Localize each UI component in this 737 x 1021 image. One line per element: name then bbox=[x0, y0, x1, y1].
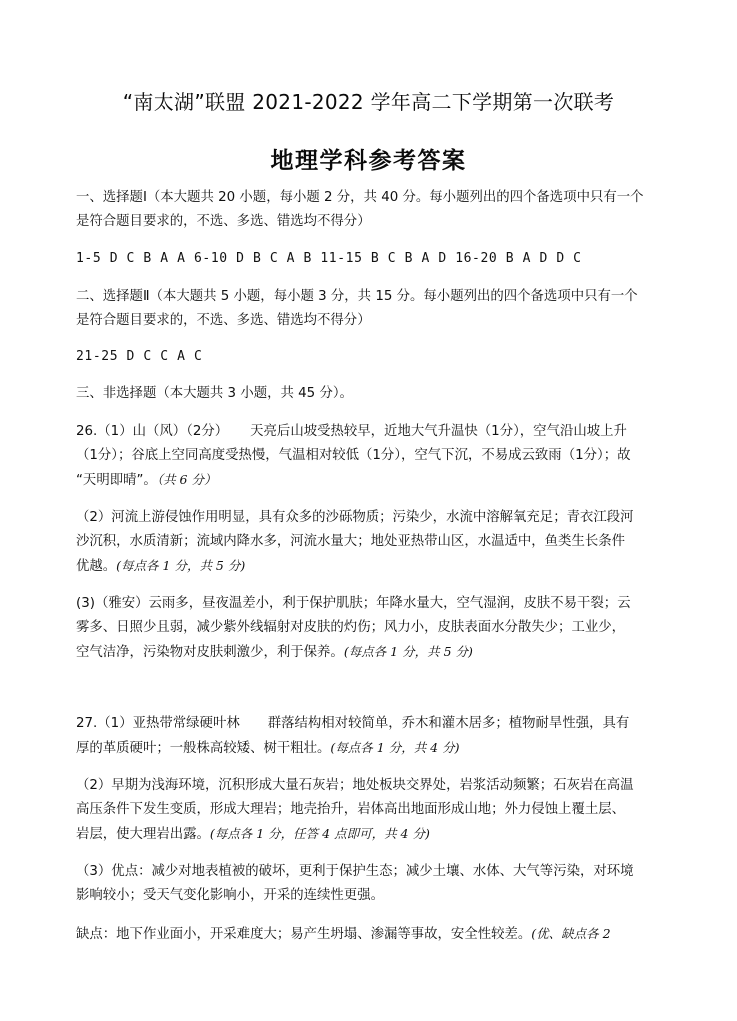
exam-title: “南太湖”联盟 2021-2022 学年高二下学期第一次联考 bbox=[122, 90, 615, 114]
q27-part1-line1 bbox=[76, 713, 676, 735]
q26-part1-text: 天亮后山坡受热较早，近地大气升温快（1分），空气沿山坡上升 bbox=[250, 424, 627, 439]
q26-part2-line2: 沙沉积，水质清新；流域内降水多，河流水量大；地处亚热带山区，水温适中，鱼类生长条件 bbox=[76, 534, 626, 549]
q27-part2-line2: 高压条件下发生变质，形成大理岩；地壳抬升，岩体高出地面形成山地；外力侵蚀上覆土层、 bbox=[76, 802, 626, 817]
q26-part3-score-note: (每点各 1 分，共 5 分) bbox=[343, 644, 473, 659]
q27-part2-line1: （2）早期为浅海环境，沉积形成大量石灰岩；地处板块交界处，岩浆活动频繁；石灰岩在高温 bbox=[76, 778, 634, 793]
q26-part1-line2: （1分）；谷底上空同高度受热慢，气温相对较低（1分），空气下沉，不易成云致雨（1分）；故 bbox=[76, 448, 631, 463]
section3-heading: 三、非选择题（本大题共 3 小题，共 45 分）。 bbox=[76, 386, 353, 401]
q27-part3-line2: 影响较小；受天气变化影响小，开采的连续性更强。 bbox=[76, 888, 384, 903]
q27-part1-score-note: (每点各 1 分，共 4 分) bbox=[330, 740, 460, 755]
q26-part1-score-note: （共 6 分） bbox=[156, 472, 217, 487]
q26-part1-line3 bbox=[76, 469, 676, 492]
q26-part3-text-end: 空气洁净，污染物对皮肤刺激少，利于保养。 bbox=[76, 645, 344, 660]
section1-answers: 1-5 D C B A A 6-10 D B C A B 11-15 B C B A D 16-20 B A D D C bbox=[76, 251, 582, 266]
q27-part2-score-note: (每点各 1 分，任答 4 点即可，共 4 分) bbox=[209, 826, 430, 841]
q27-part1-label: 27.（1）亚热带常绿硬叶林 bbox=[76, 716, 240, 731]
q27-part1-text: 群落结构相对较简单，乔木和灌木居多；植物耐旱性强，具有 bbox=[267, 716, 630, 731]
section1-instructions-line2: 是符合题目要求的，不选、多选、错选均不得分） bbox=[76, 214, 371, 229]
section2-answers: 21-25 D C C A C bbox=[76, 349, 203, 364]
q26-part2-line1: （2）河流上游侵蚀作用明显，具有众多的沙砾物质；污染少，水流中溶解氧充足；青衣江段河 bbox=[76, 510, 634, 525]
q26-part1-text-end: “天明即晴”。 bbox=[76, 473, 157, 488]
q27-part4-score-note: (优、缺点各 2 bbox=[531, 926, 611, 941]
q27-part4-text: 缺点：地下作业面小，开采难度大；易产生坍塌、渗漏等事故，安全性较差。 bbox=[76, 927, 532, 942]
q27-part4-line1 bbox=[76, 923, 676, 946]
q27-part2-line3 bbox=[76, 823, 676, 846]
section1-instructions-line1: 一、选择题Ⅰ（本大题共 20 小题，每小题 2 分，共 40 分。每小题列出的四个备选项中只有一个 bbox=[76, 190, 644, 205]
q26-part3-line3 bbox=[76, 641, 676, 664]
section2-instructions-line1: 二、选择题Ⅱ（本大题共 5 小题，每小题 3 分，共 15 分。每小题列出的四个备选项中只有一个 bbox=[76, 289, 638, 304]
q27-part2-text-end: 岩层，使大理岩出露。 bbox=[76, 827, 210, 842]
q26-part3-line2: 雾多、日照少且弱，减少紫外线辐射对皮肤的灼伤；风力小，皮肤表面水分散失少；工业少， bbox=[76, 620, 626, 635]
q27-part1-text-end: 厚的革质硬叶；一般株高较矮、树干粗壮。 bbox=[76, 741, 331, 756]
q26-part1-label: 26.（1）山（风）（2分） bbox=[76, 424, 229, 439]
q26-part1-line1 bbox=[76, 421, 676, 443]
q26-part2-score-note: (每点各 1 分，共 5 分) bbox=[116, 558, 246, 573]
q26-part2-line3 bbox=[76, 555, 676, 578]
q26-part2-text-end: 优越。 bbox=[76, 559, 117, 574]
q27-part3-line1: （3）优点：减少对地表植被的破坏，更利于保护生态；减少土壤、水体、大气等污染，对环境 bbox=[76, 864, 634, 879]
section2-instructions-line2: 是符合题目要求的，不选、多选、错选均不得分） bbox=[76, 313, 371, 328]
subject-title: 地理学科参考答案 bbox=[270, 148, 467, 174]
q26-part3-line1: (3)（雅安）云雨多，昼夜温差小，利于保护肌肤；年降水量大，空气湿润，皮肤不易干裂；云 bbox=[76, 596, 631, 611]
q27-part1-line2 bbox=[76, 737, 676, 760]
